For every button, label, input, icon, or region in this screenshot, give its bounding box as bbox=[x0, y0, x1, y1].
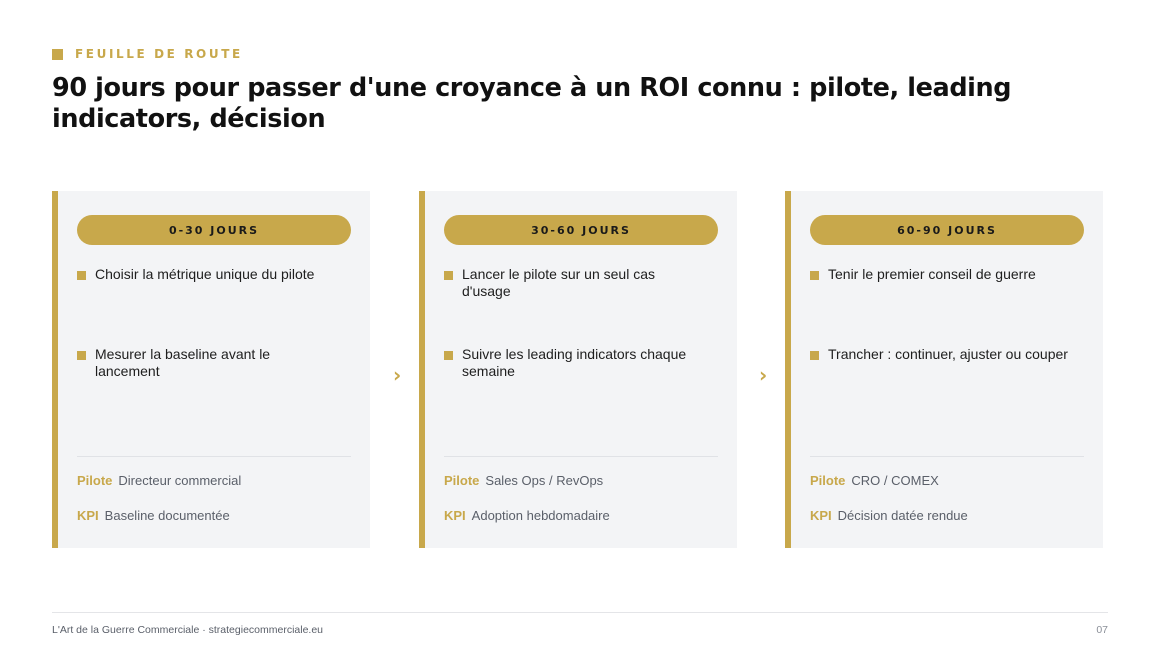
footer-divider bbox=[52, 612, 1108, 613]
chevron-right-icon: › bbox=[393, 363, 402, 387]
pilote-row bbox=[810, 473, 939, 489]
phase-label: 0-30 JOURS bbox=[77, 215, 351, 245]
list-item bbox=[810, 346, 1070, 363]
list-item bbox=[444, 266, 704, 300]
footer-credit: L'Art de la Guerre Commerciale · strategiecommerciale.eu bbox=[52, 624, 324, 636]
divider bbox=[444, 456, 718, 457]
kpi-value: Adoption hebdomadaire bbox=[471, 508, 610, 523]
bullet-square-icon bbox=[444, 271, 453, 280]
kpi-value: Baseline documentée bbox=[104, 508, 230, 523]
bullet-text: Choisir la métrique unique du pilote bbox=[95, 266, 315, 282]
bullet-text: Suivre les leading indicators chaque semaine bbox=[462, 346, 687, 379]
pilote-value: Directeur commercial bbox=[118, 473, 242, 488]
bullet-text: Lancer le pilote sur un seul cas d'usage bbox=[462, 266, 655, 299]
bullet-square-icon bbox=[77, 351, 86, 360]
kpi-label: KPI bbox=[444, 508, 466, 523]
page-number: 07 bbox=[1096, 624, 1108, 636]
phase-label: 60-90 JOURS bbox=[810, 215, 1084, 245]
pilote-label: Pilote bbox=[77, 473, 113, 488]
list-item bbox=[77, 346, 337, 380]
kpi-row bbox=[810, 508, 968, 524]
bullet-text: Trancher : continuer, ajuster ou couper bbox=[828, 346, 1068, 362]
pilote-row bbox=[444, 473, 603, 489]
section-kicker bbox=[52, 47, 243, 61]
page-title: 90 jours pour passer d'une croyance à un ROI connu : pilote, leading indicators, décision bbox=[52, 73, 1012, 134]
kicker-square-icon bbox=[52, 49, 63, 60]
kpi-value: Décision datée rendue bbox=[837, 508, 968, 523]
list-item bbox=[444, 346, 704, 380]
bullet-text: Tenir le premier conseil de guerre bbox=[828, 266, 1036, 282]
pilote-label: Pilote bbox=[810, 473, 846, 488]
pilote-value: CRO / COMEX bbox=[851, 473, 939, 488]
kpi-label: KPI bbox=[810, 508, 832, 523]
bullet-square-icon bbox=[77, 271, 86, 280]
bullet-square-icon bbox=[444, 351, 453, 360]
kpi-row bbox=[444, 508, 610, 524]
pilote-row bbox=[77, 473, 241, 489]
kicker-label: FEUILLE DE ROUTE bbox=[75, 47, 243, 61]
phase-label: 30-60 JOURS bbox=[444, 215, 718, 245]
divider bbox=[77, 456, 351, 457]
kpi-row bbox=[77, 508, 230, 524]
phase-card-1 bbox=[52, 191, 370, 548]
kpi-label: KPI bbox=[77, 508, 99, 523]
phase-card-3 bbox=[785, 191, 1103, 548]
bullet-text: Mesurer la baseline avant le lancement bbox=[95, 346, 271, 379]
bullet-square-icon bbox=[810, 351, 819, 360]
list-item bbox=[810, 266, 1070, 283]
chevron-right-icon: › bbox=[759, 363, 768, 387]
pilote-label: Pilote bbox=[444, 473, 480, 488]
list-item bbox=[77, 266, 337, 283]
bullet-square-icon bbox=[810, 271, 819, 280]
divider bbox=[810, 456, 1084, 457]
pilote-value: Sales Ops / RevOps bbox=[485, 473, 604, 488]
phase-card-2 bbox=[419, 191, 737, 548]
